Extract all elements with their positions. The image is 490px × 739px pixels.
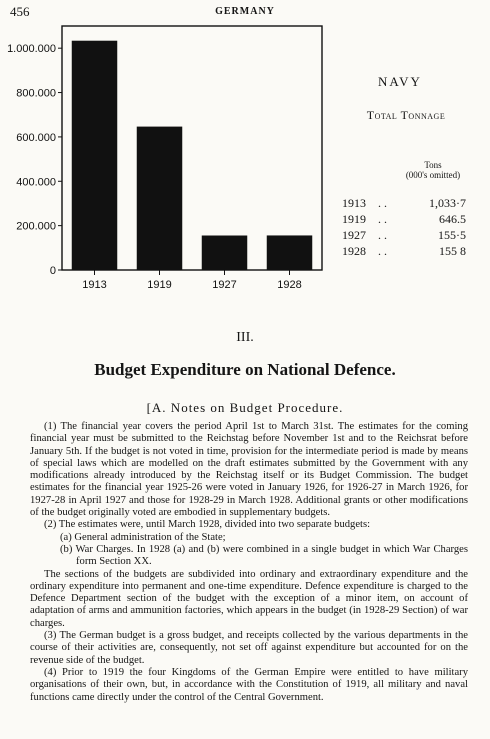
x-tick-label: 1927: [212, 279, 237, 291]
paragraph-3: (3) The German budget is a gross budget, and receipts collected by the various departments in the course of their activities are, consequently, not set off against expenditure but accounted for on the revenue side of the budget.: [30, 630, 468, 666]
y-tick-label: 400.000: [16, 176, 56, 189]
section-number: III.: [236, 330, 254, 345]
bar-1913: [72, 41, 118, 270]
legend-unit-header: [398, 160, 468, 180]
y-tick-label: 600.000: [16, 131, 56, 144]
legend-year: 1919: [342, 212, 366, 226]
tonnage-bar-chart: [0, 20, 340, 300]
bar-1919: [137, 127, 183, 270]
legend-value: 155·5: [438, 228, 466, 242]
legend-leader-dots: . .: [378, 228, 387, 242]
unit-label: Tons: [424, 160, 442, 170]
legend-row-1919: [342, 212, 472, 227]
page-number: 456: [10, 4, 30, 19]
y-tick-label: 800.000: [16, 87, 56, 100]
x-tick-label: 1928: [277, 279, 302, 291]
legend-value: 1,033·7: [429, 196, 466, 210]
paragraph-4: (4) Prior to 1919 the four Kingdoms of the German Empire were entitled to have military organisations of their own, but, in accordance with the Constitution of 1919, all military and naval functions came directly under the control of the Central Government.: [30, 666, 468, 703]
bar-1927: [202, 236, 248, 270]
paragraph-2: (2) The estimates were, until March 1928, divided into two separate budgets:: [44, 519, 371, 531]
legend-leader-dots: . .: [378, 196, 387, 210]
unit-note: (000's omitted): [405, 170, 461, 180]
legend-year: 1928: [342, 244, 366, 258]
legend-row-1913: [342, 196, 472, 211]
legend-title: NAVY: [378, 74, 422, 89]
legend-row-1928: [342, 244, 472, 259]
legend-subtitle: Total Tonnage: [366, 108, 446, 122]
body-text: [30, 421, 468, 704]
paragraph-2a: (a) General administration of the State;: [60, 531, 226, 543]
paragraph-2c: The sections of the budgets are subdivided into ordinary and extraordinary expenditure and the ordinary expenditure into permanent and one-time expenditure. Defence expenditure is charged to the Defence Department section of the budget with the exception of a minor item, on account of adaptation of arms and ammunition factories, which appears in the budget (in 1928-29 Section) of war charges.: [30, 568, 468, 629]
y-tick-label: 0: [49, 265, 56, 277]
paragraph-2b: (b) War Charges. In 1928 (a) and (b) were combined in a single budget in which War Charges form Section XX.: [60, 543, 468, 568]
legend-value: 646.5: [439, 212, 466, 226]
y-tick-label: 1.000.000: [7, 43, 56, 56]
x-tick-label: 1913: [82, 279, 107, 291]
legend-year: 1913: [342, 196, 366, 210]
section-title: Budget Expenditure on National Defence.: [94, 360, 396, 379]
legend-leader-dots: . .: [378, 244, 387, 258]
legend-value: 155 8: [439, 244, 466, 258]
subsection-title: [A. Notes on Budget Procedure.: [146, 400, 344, 415]
paragraph-1: (1) The financial year covers the period April 1st to March 31st. The estimates for the coming financial year must be submitted to the Reichstag before November 1st and to the Reichsrat before January 5th. If the budget is not voted in time, provision for the intermediate period is made by means of special laws which are modelled on the draft estimates submitted by the Government with any modifications already introduced by the Reichstag itself or its Budget Commission. The budget estimates for the financial year 1925-26 were voted in January 1926, for 1926-27 in March 1926, for 1927-28 in April 1927 and those for 1928-29 in March 1928. Additional grants or other modifications of the budget originally voted are embodied in supplementary budgets.: [30, 421, 468, 519]
bar-1928: [267, 235, 313, 270]
legend-row-1927: [342, 228, 472, 243]
legend-leader-dots: . .: [378, 212, 387, 226]
running-head: GERMANY: [215, 6, 275, 17]
legend-year: 1927: [342, 228, 366, 242]
y-tick-label: 200.000: [16, 220, 56, 233]
x-tick-label: 1919: [147, 279, 172, 291]
